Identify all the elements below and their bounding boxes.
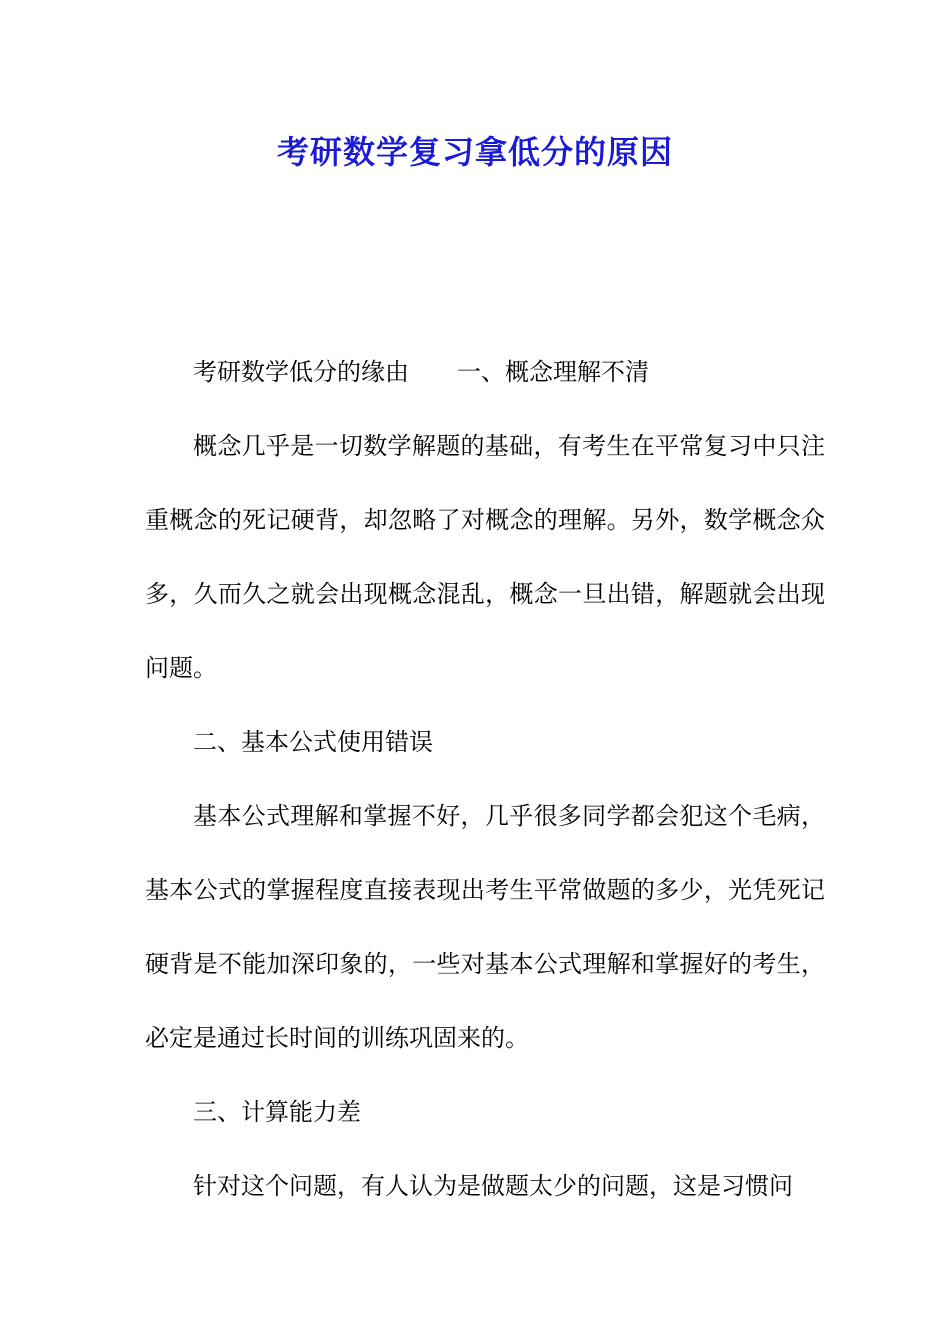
intro-lead: 考研数学低分的缘由: [193, 358, 409, 386]
intro-paragraph: [145, 335, 825, 409]
section2-body: 基本公式理解和掌握不好，几乎很多同学都会犯这个毛病，基本公式的掌握程度直接表现出考生平常做题的多少，光凭死记硬背是不能加深印象的，一些对基本公式理解和掌握好的考生，必定是通过长时间的训练巩固来的。: [145, 802, 825, 1052]
document-title: 考研数学复习拿低分的原因: [276, 133, 673, 171]
section1-body: 概念几乎是一切数学解题的基础，有考生在平常复习中只注重概念的死记硬背，却忽略了对概念的理解。另外，数学概念众多，久而久之就会出现概念混乱，概念一旦出错，解题就会出现问题。: [145, 432, 825, 682]
section1-heading: 一、概念理解不清: [457, 358, 649, 386]
section3-body: 针对这个问题，有人认为是做题太少的问题，这是习惯问: [193, 1172, 793, 1200]
section2-heading: 二、基本公式使用错误: [193, 728, 433, 756]
document-body: [145, 335, 825, 1223]
section3-heading: 三、计算能力差: [193, 1098, 361, 1126]
